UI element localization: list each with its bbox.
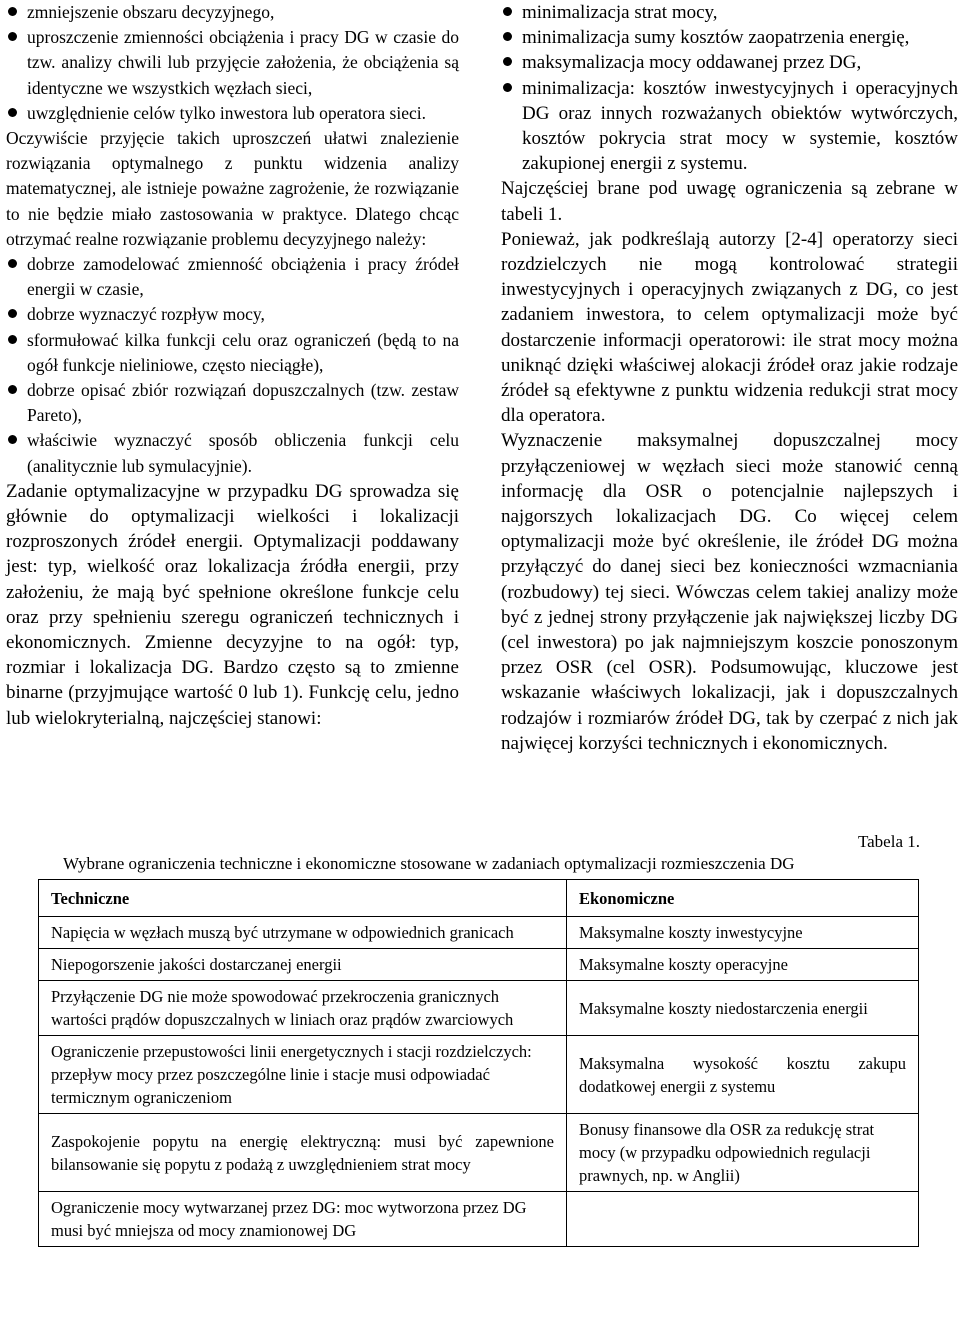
list-item: minimalizacja sumy kosztów zaopatrzenia energię,	[501, 25, 958, 50]
table-cell: Bonusy finansowe dla OSR za redukcję strat mocy (w przypadku odpowiednich regulacji prawnych, np. w Anglii)	[567, 1114, 919, 1192]
bullet-icon	[503, 7, 512, 16]
paragraph: Najczęściej brane pod uwagę ograniczenia są zebrane w tabeli 1.	[501, 178, 958, 225]
list-item: uproszczenie zmienności obciążenia i pracy DG w czasie do tzw. analizy chwili lub przyjęcie założenia, że obciążenia są identyczne we wszystkich węzłach sieci,	[6, 25, 459, 101]
objectives-list	[501, 0, 958, 176]
list-item: minimalizacja: kosztów inwestycyjnych i operacyjnych DG oraz innych rozważanych obiektów wytwórczych, kosztów pokrycia strat mocy w systemie, kosztów zakupionej energii z systemu.	[501, 76, 958, 177]
paragraph: Ponieważ, jak podkreślają autorzy [2-4] operatorzy sieci rozdzielczych nie mogą kontrolować strategii inwestycyjnych i operacyjnych związanych z DG, co jest zadaniem inwestora, to celem optymalizacji może być dostarczenie informacji operatorowi: ile strat mocy można uniknąć dzięki właściwej alokacji źródeł oraz jakie rodzaje źródeł są efektywne z punktu widzenia redukcji strat mocy dla operatora.	[501, 228, 958, 427]
constraints-table	[38, 879, 919, 1247]
bullet-icon	[503, 32, 512, 41]
bullet-icon	[503, 57, 512, 66]
left-column	[6, 0, 459, 731]
table-cell: Niepogorszenie jakości dostarczanej energii	[39, 949, 567, 981]
table-cell: Maksymalne koszty operacyjne	[567, 949, 919, 981]
table-row	[39, 949, 919, 981]
list-item: uwzględnienie celów tylko inwestora lub operatora sieci.	[6, 101, 459, 126]
bullet-icon	[8, 32, 17, 41]
right-column	[501, 0, 958, 756]
list-item: dobrze wyznaczyć rozpływ mocy,	[6, 302, 459, 327]
table-cell	[567, 1192, 919, 1247]
paragraph: Wyznaczenie maksymalnej dopuszczalnej mocy przyłączeniowej w węzłach sieci może stanowić cenną informację dla OSR o potencjalnie najlepszych i najgorszych lokalizacjach DG. Co więcej celem optymalizacji może być określenie, ile źródeł DG można przyłączyć do danej sieci bez konieczności wzmacniania (rozbudowy) tej sieci. Wówczas celem takiej analizy może być z jednej strony przyłączenie jak największej liczby DG (cel inwestora) po jak najmniejszym koszcie ponoszonym przez OSR (cel OSR). Podsumowując, kluczowe jest wskazanie właściwych lokalizacji, jak i dopuszczalnych rodzajów i rozmiarów źródeł DG, tak by czerpać z nich jak najwięcej korzyści technicznych i ekonomicznych.	[501, 430, 958, 754]
table-header-row	[39, 880, 919, 917]
list-item: dobrze zamodelować zmienność obciążenia i pracy źródeł energii w czasie,	[6, 252, 459, 302]
bullet-icon	[8, 108, 17, 117]
bullet-icon	[8, 335, 17, 344]
list-item: zmniejszenie obszaru decyzyjnego,	[6, 0, 459, 25]
requirements-list	[6, 252, 459, 479]
simplifications-list	[6, 0, 459, 126]
list-item: maksymalizacja mocy oddawanej przez DG,	[501, 50, 958, 75]
bullet-icon	[8, 309, 17, 318]
paragraph: Oczywiście przyjęcie takich uproszczeń ułatwi znalezienie rozwiązania optymalnego z punktu widzenia analizy matematycznej, ale istnieje poważne zagrożenie, że rozwiązanie to nie będzie miało zastosowania w praktyce. Dlatego chcąc otrzymać realne rozwiązanie problemu decyzyjnego należy:	[6, 128, 459, 249]
header-technical: Techniczne	[39, 880, 567, 917]
header-economic: Ekonomiczne	[567, 880, 919, 917]
bullet-icon	[8, 435, 17, 444]
table-cell: Przyłączenie DG nie może spowodować przekroczenia granicznych wartości prądów dopuszczalnych w liniach oraz prądów zwarciowych	[39, 981, 567, 1036]
list-item: minimalizacja strat mocy,	[501, 0, 958, 25]
paragraph: Zadanie optymalizacyjne w przypadku DG sprowadza się głównie do optymalizacji wielkości i lokalizacji rozproszonych źródeł energii. Optymalizacji poddawany jest: typ, wielkość oraz lokalizacja źródła energii, przy założeniu, że mają być spełnione określone funkcje celu oraz przy spełnieniu szeregu ograniczeń technicznych i ekonomicznych. Zmienne decyzyjne to na ogół: typ, rozmiar i lokalizacja DG. Bardzo często są to zmienne binarne (przyjmujące wartość 0 lub 1). Funkcję celu, jedno lub wielokryterialną, najczęściej stanowi:	[6, 480, 459, 729]
table-caption: Wybrane ograniczenia techniczne i ekonomiczne stosowane w zadaniach optymalizacji rozmieszczenia DG	[63, 854, 795, 873]
table-row	[39, 1036, 919, 1114]
table-cell: Maksymalne koszty inwestycyjne	[567, 917, 919, 949]
bullet-icon	[8, 385, 17, 394]
table-cell: Ograniczenie przepustowości linii energetycznych i stacji rozdzielczych: przepływ mocy przez poszczególne linie i stacje musi odpowiadać termicznym ograniczeniom	[39, 1036, 567, 1114]
list-item: sformułować kilka funkcji celu oraz ograniczeń (będą to na ogół funkcje nieliniowe, często nieciągłe),	[6, 328, 459, 378]
table-cell: Napięcia w węzłach muszą być utrzymane w odpowiednich granicach	[39, 917, 567, 949]
table-row	[39, 1114, 919, 1192]
table-row	[39, 917, 919, 949]
list-item: właściwie wyznaczyć sposób obliczenia funkcji celu (analitycznie lub symulacyjnie).	[6, 428, 459, 478]
table-cell: Ograniczenie mocy wytwarzanej przez DG: moc wytworzona przez DG musi być mniejsza od mocy znamionowej DG	[39, 1192, 567, 1247]
bullet-icon	[503, 83, 512, 92]
bullet-icon	[8, 259, 17, 268]
table-row	[39, 1192, 919, 1247]
table-cell: Zaspokojenie popytu na energię elektryczną: musi być zapewnione bilansowanie się popytu z podażą z uwzględnieniem strat mocy	[39, 1114, 567, 1192]
table-label: Tabela 1.	[857, 832, 920, 851]
list-item: dobrze opisać zbiór rozwiązań dopuszczalnych (tzw. zestaw Pareto),	[6, 378, 459, 428]
table-cell: Maksymalna wysokość kosztu zakupu dodatkowej energii z systemu	[567, 1036, 919, 1114]
table-row	[39, 981, 919, 1036]
table-cell: Maksymalne koszty niedostarczenia energii	[567, 981, 919, 1036]
bullet-icon	[8, 7, 17, 16]
